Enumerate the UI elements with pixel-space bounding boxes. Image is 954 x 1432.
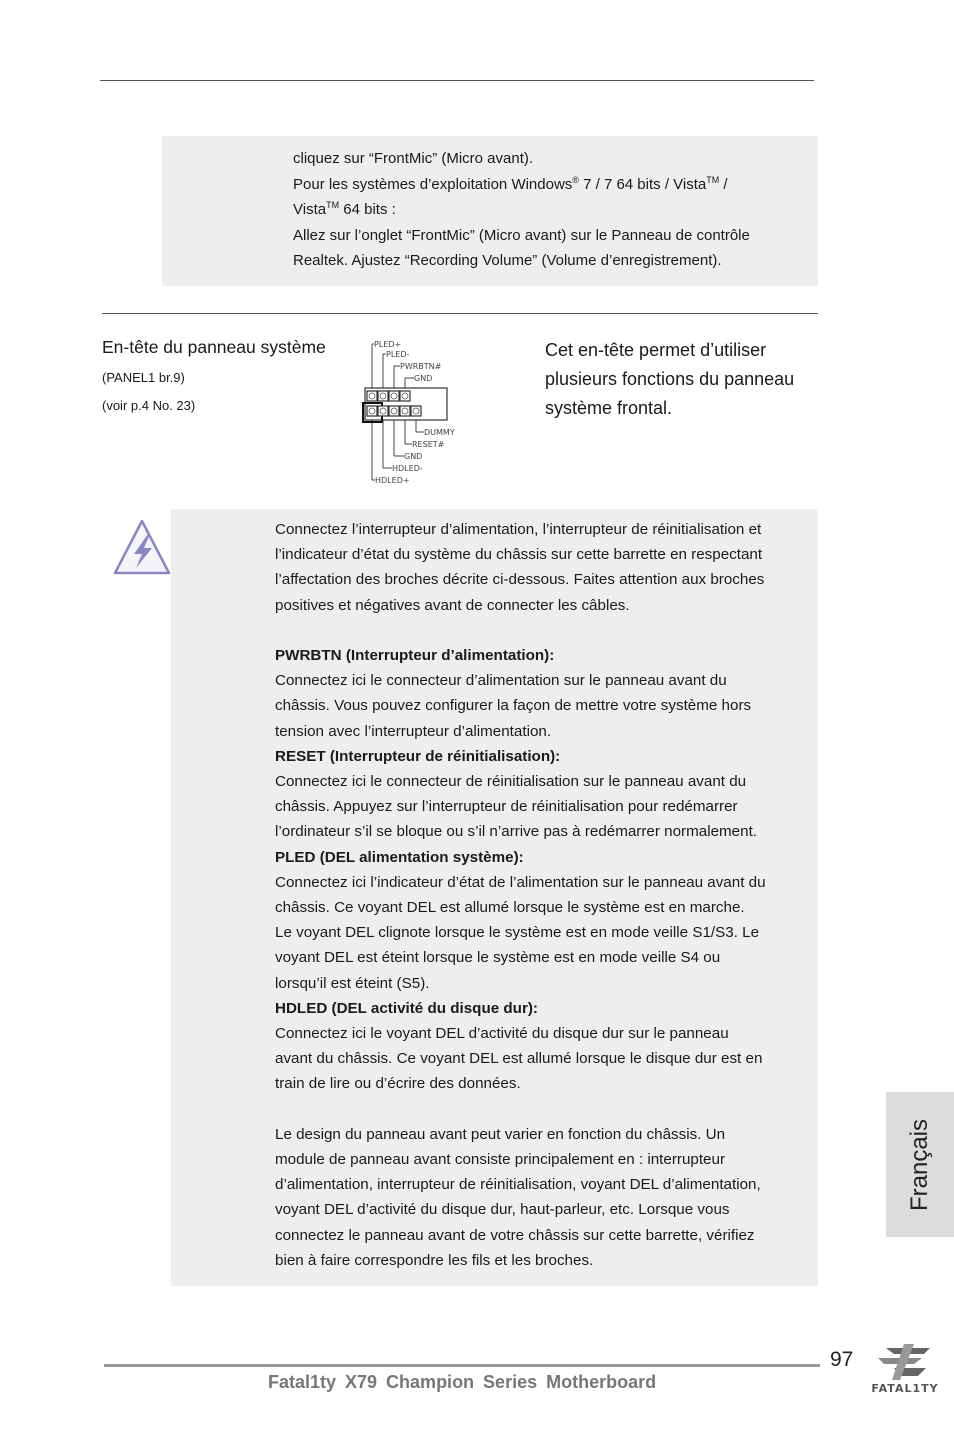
top-note-line: Pour les systèmes d’exploitation Windows® 7 / 7 64 bits / Vista™ /	[293, 174, 728, 193]
caution-line: avant du châssis. Ce voyant DEL est allumé lorsque le disque dur est en	[275, 1050, 763, 1068]
caution-line: Connectez l’interrupteur d’alimentation, l’interrupteur de réinitialisation et	[275, 521, 762, 538]
pwrbtn-heading: PWRBTN (Interrupteur d’alimentation):	[275, 647, 555, 664]
caution-line: Connectez ici le voyant DEL d’activité du disque dur sur le panneau	[275, 1025, 729, 1043]
caution-line: positives et négatives avant de connecter les câbles.	[275, 596, 630, 614]
pin-label: PWRBTN#	[400, 362, 442, 371]
footer-rule	[104, 1364, 820, 1367]
caution-line: module de panneau avant consiste principalement en : interrupteur	[275, 1151, 726, 1169]
top-note-line: Allez sur l’onglet “FrontMic” (Micro avant) sur le Panneau de contrôle	[293, 226, 750, 244]
caution-line: tension avec l’interrupteur d’alimentation.	[275, 722, 552, 740]
caution-line: bien à faire correspondre les fils et les broches.	[275, 1251, 594, 1269]
hdled-heading: HDLED (DEL activité du disque dur):	[275, 999, 538, 1017]
reset-heading: RESET (Interrupteur de réinitialisation):	[275, 747, 561, 765]
top-note-text	[293, 146, 750, 274]
paragraph-gap	[275, 618, 766, 643]
pin-label: PLED+	[374, 340, 402, 349]
header-description-line: Cet en-tête permet d’utiliser	[545, 340, 767, 360]
header-description	[545, 336, 794, 423]
section-rule	[102, 313, 818, 314]
warning-icon	[111, 516, 173, 578]
header-sub-ref: (voir p.4 No. 23)	[102, 398, 196, 413]
header-description-line: plusieurs fonctions du panneau	[545, 369, 795, 389]
header-sub-panel: (PANEL1 br.9)	[102, 370, 185, 385]
caution-line: châssis. Ce voyant DEL est allumé lorsque le système est en marche.	[275, 899, 745, 917]
logo-text: FATAL1TY	[871, 1382, 939, 1395]
page-number: 97	[830, 1348, 854, 1371]
language-tab	[886, 1092, 954, 1237]
pin-label: GND	[404, 452, 423, 461]
top-note-line: Realtek. Ajustez “Recording Volume” (Volume d’enregistrement).	[293, 252, 722, 269]
pin-label: RESET#	[412, 440, 445, 449]
caution-line: connectez le panneau avant de votre châssis sur cette barrette, vérifiez	[275, 1226, 755, 1244]
caution-line: l’indicateur d’état du système du châssis sur cette barrette en respectant	[275, 546, 763, 564]
caution-line: Le voyant DEL clignote lorsque le système est en mode veille S1/S3. Le	[275, 924, 760, 942]
header-title: En-tête du panneau système	[102, 337, 326, 357]
caution-line: voyant DEL d’activité du disque dur, haut-parleur, etc. Lorsque vous	[275, 1201, 730, 1219]
caution-line: Le design du panneau avant peut varier en fonction du châssis. Un	[275, 1125, 726, 1143]
caution-line: voyant DEL est éteint lorsque le système est en mode veille S4 ou	[275, 949, 721, 967]
pled-heading: PLED (DEL alimentation système):	[275, 848, 524, 866]
caution-line: train de lire ou d’écrire des données.	[275, 1075, 521, 1093]
footer-title: Fatal1ty X79 Champion Series Motherboard	[268, 1372, 657, 1392]
panel-pin-diagram	[356, 336, 482, 486]
pin-label: PLED-	[386, 350, 410, 359]
caution-line: châssis. Vous pouvez configurer la façon de mettre votre système hors	[275, 697, 752, 715]
caution-line: Connectez ici le connecteur de réinitialisation sur le panneau avant du	[275, 773, 747, 791]
top-rule	[100, 80, 814, 81]
language-tab-label: Français	[906, 1118, 933, 1211]
pin-label: DUMMY	[424, 428, 455, 437]
caution-line: Connectez ici l’indicateur d’état de l’alimentation sur le panneau avant du	[275, 873, 766, 891]
caution-line: l’affectation des broches décrite ci-dessous. Faites attention aux broches	[275, 571, 765, 589]
caution-line: Connectez ici le connecteur d’alimentation sur le panneau avant du	[275, 672, 727, 690]
paragraph-gap	[275, 1097, 766, 1122]
caution-line: d’alimentation, interrupteur de réinitialisation, voyant DEL d’alimentation,	[275, 1176, 761, 1194]
header-description-line: système frontal.	[545, 398, 673, 418]
pin-label: HDLED+	[375, 476, 410, 485]
pin-label: HDLED-	[392, 464, 423, 473]
fatal1ty-logo	[864, 1342, 946, 1400]
pin-label: GND	[414, 374, 433, 383]
top-note-line: cliquez sur “FrontMic” (Micro avant).	[293, 150, 534, 167]
top-note-line: Vista™ 64 bits :	[293, 200, 396, 218]
caution-text	[275, 517, 766, 1273]
logo-mark-icon	[864, 1342, 946, 1382]
caution-line: châssis. Appuyez sur l’interrupteur de réinitialisation pour redémarrer	[275, 798, 738, 816]
caution-line: l’ordinateur s’il se bloque ou s’il n’arrive pas à redémarrer normalement.	[275, 823, 758, 841]
caution-line: lorsqu’il est éteint (S5).	[275, 974, 430, 992]
